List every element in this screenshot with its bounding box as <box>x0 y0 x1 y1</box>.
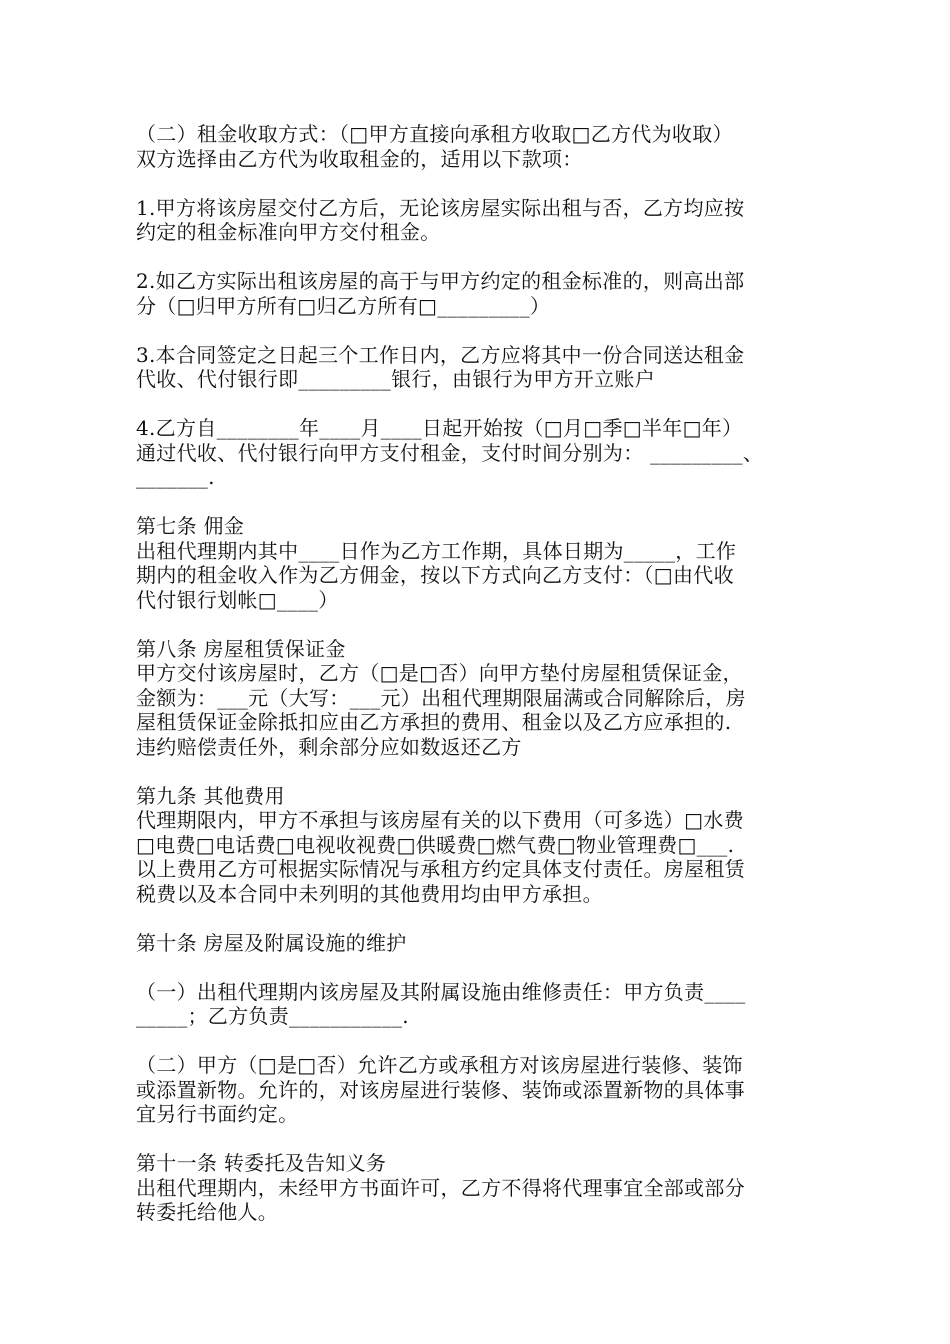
text-line: 出租代理期内，未经甲方书面许可，乙方不得将代理事宜全部或部分 <box>136 1175 745 1200</box>
text-line: 转委托给他人。 <box>136 1200 279 1224</box>
text-line: 或添置新物。允许的，对该房屋进行装修、装饰或添置新物的具体事 <box>136 1077 745 1102</box>
paragraph-gap <box>136 955 826 980</box>
text-line: 第十一条 转委托及告知义务 <box>136 1151 387 1175</box>
text-line: （二）甲方（□是□否）允许乙方或承租方对该房屋进行装修、装饰 <box>136 1053 743 1077</box>
text-line: 3.本合同签定之日起三个工作日内，乙方应将其中一份合同送达租金 <box>136 342 745 367</box>
paragraph-gap <box>136 171 826 196</box>
text-line: 第七条 佣金 <box>136 514 245 538</box>
text-line: 屋租赁保证金除抵扣应由乙方承担的费用、租金以及乙方应承担的. <box>136 710 732 734</box>
text-line: 第九条 其他费用 <box>136 783 285 808</box>
text-line: 代理期限内，甲方不承担与该房屋有关的以下费用（可多选）□水费 <box>136 808 744 832</box>
text-line: 约定的租金标准向甲方交付租金。 <box>136 220 441 244</box>
text-line: 金额为：___元（大写：___元）出租代理期限届满或合同解除后，房 <box>136 685 746 710</box>
text-line: 违约赔偿责任外，剩余部分应如数返还乙方 <box>136 734 522 759</box>
text-line: _______. <box>136 465 215 489</box>
text-line: 代收、代付银行即_________银行，由银行为甲方开立账户 <box>136 367 655 391</box>
document-page <box>136 122 826 1225</box>
text-line: 4.乙方自________年____月____日起开始按（□月□季□半年□年） <box>136 416 743 440</box>
text-line: 代付银行划帐□____） <box>136 587 339 612</box>
text-line: 甲方交付该房屋时，乙方（□是□否）向甲方垫付房屋租赁保证金， <box>136 661 743 685</box>
paragraph-gap <box>136 1029 826 1054</box>
text-line: 第八条 房屋租赁保证金 <box>136 636 346 661</box>
text-line: 期内的租金收入作为乙方佣金，按以下方式向乙方支付：（□由代收 <box>136 563 734 587</box>
text-line: _____；乙方负责___________. <box>136 1004 409 1028</box>
text-line: 税费以及本合同中未列明的其他费用均由甲方承担。 <box>136 881 603 906</box>
paragraph-gap <box>136 759 826 784</box>
text-line: 第十条 房屋及附属设施的维护 <box>136 930 407 955</box>
text-line: 1.甲方将该房屋交付乙方后，无论该房屋实际出租与否，乙方均应按 <box>136 195 745 220</box>
text-line: 通过代收、代付银行向甲方支付租金，支付时间分别为： _________、 <box>136 440 764 465</box>
text-line: 宜另行书面约定。 <box>136 1102 299 1126</box>
paragraph-gap <box>136 392 826 417</box>
text-line: （二）租金收取方式：（□甲方直接向承租方收取□乙方代为收取） <box>136 122 733 146</box>
paragraph-gap <box>136 318 826 343</box>
paragraph-gap <box>136 612 826 637</box>
paragraph-gap <box>136 490 826 515</box>
text-line: （一）出租代理期内该房屋及其附属设施由维修责任：甲方负责____ <box>136 979 746 1004</box>
text-line: 2.如乙方实际出租该房屋的高于与甲方约定的租金标准的，则高出部 <box>136 269 745 293</box>
paragraph-gap <box>136 1127 826 1152</box>
paragraph-gap <box>136 906 826 931</box>
text-line: 以上费用乙方可根据实际情况与承租方约定具体支付责任。房屋租赁 <box>136 857 745 881</box>
paragraph-gap <box>136 245 826 270</box>
text-line: □电费□电话费□电视收视费□供暖费□燃气费□物业管理费□___. <box>136 832 735 857</box>
text-line: 出租代理期内其中____日作为乙方工作期，具体日期为_____，工作 <box>136 538 737 563</box>
text-line: 分（□归甲方所有□归乙方所有□_________） <box>136 293 551 318</box>
text-line: 双方选择由乙方代为收取租金的，适用以下款项： <box>136 146 583 171</box>
